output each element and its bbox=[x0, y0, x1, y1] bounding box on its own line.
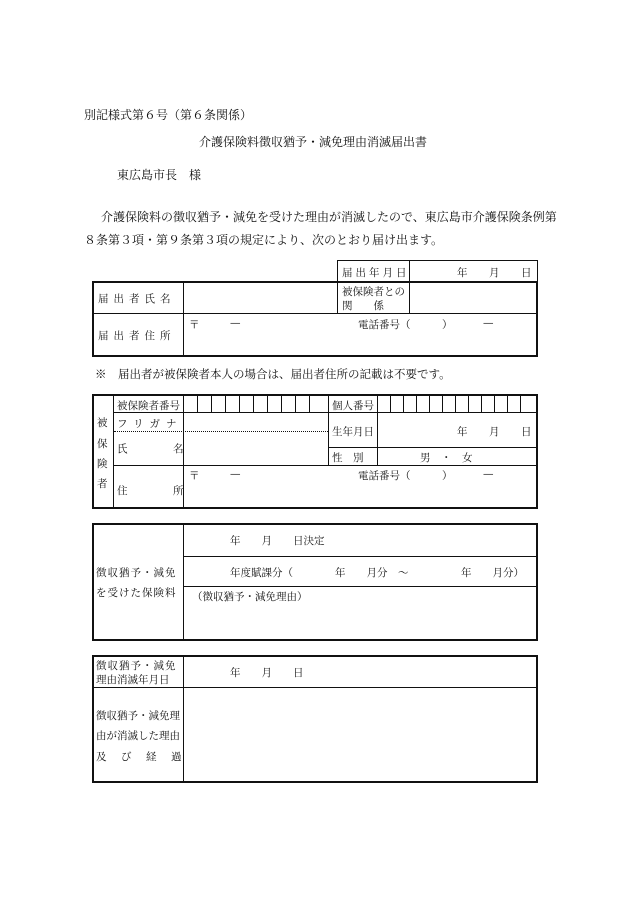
applicant-postal-mark: 〒 bbox=[189, 319, 200, 331]
insured-side-char-2: 保 bbox=[97, 438, 108, 450]
submission-date-field[interactable] bbox=[410, 261, 536, 281]
applicant-phone-dash: — bbox=[483, 317, 494, 329]
insured-side-char-3: 険 bbox=[97, 458, 108, 470]
applicant-postal-dash: — bbox=[230, 317, 241, 329]
applicant-name-field[interactable] bbox=[185, 283, 336, 312]
personal-number-field[interactable] bbox=[378, 396, 536, 411]
relation-label-1: 被保険者との bbox=[342, 286, 405, 298]
sex-label: 性 別 bbox=[332, 452, 364, 464]
extinction-reason-label-1: 徴収猶予・減免理 bbox=[96, 710, 180, 722]
insured-name-field[interactable] bbox=[184, 432, 327, 464]
insured-name-label-2: 名 bbox=[173, 443, 184, 455]
insured-number-field[interactable] bbox=[184, 396, 327, 411]
birthdate-field[interactable] bbox=[378, 413, 536, 446]
intro-line-2: ８条第３項・第９条第３項の規定により、次のとおり届け出ます。 bbox=[84, 233, 444, 247]
extinction-reason-field[interactable] bbox=[185, 689, 536, 781]
extinction-date-label-1: 徴収猶予・減免 bbox=[96, 660, 177, 672]
relation-label-2: 関 係 bbox=[342, 300, 384, 312]
extinction-reason-label-2: 由が消滅した理由 bbox=[96, 730, 180, 742]
insured-number-label: 被保険者番号 bbox=[117, 400, 180, 412]
insured-address-field[interactable] bbox=[185, 467, 536, 507]
premium-reason-field[interactable] bbox=[185, 603, 536, 639]
submission-month-label: 月 bbox=[489, 267, 500, 279]
applicant-address-label: 届出者住所 bbox=[98, 330, 176, 342]
premium-label-1: 徴収猶予・減免 bbox=[96, 567, 177, 579]
insured-phone-label: 電話番号（ ） bbox=[358, 470, 453, 482]
insured-name-label-1: 氏 bbox=[117, 443, 128, 455]
premium-decision-date[interactable]: 年 月 日決定 bbox=[230, 535, 325, 547]
insured-side-char-1: 被 bbox=[97, 417, 108, 429]
relation-field[interactable] bbox=[411, 283, 536, 312]
insured-postal-dash: — bbox=[230, 468, 241, 480]
birth-day-label: 日 bbox=[521, 426, 532, 438]
intro-line-1: 介護保険料の徴収猶予・減免を受けた理由が消滅したので、東広島市介護保険条例第 bbox=[101, 210, 557, 224]
submission-date-label: 届出年月日 bbox=[342, 267, 410, 279]
premium-period[interactable]: 年度賦課分（ 年 月分 ～ 年 月分） bbox=[230, 567, 524, 579]
sex-options[interactable]: 男 ・ 女 bbox=[420, 452, 473, 464]
insured-address-label-2: 所 bbox=[173, 485, 184, 497]
insured-side-char-4: 者 bbox=[97, 478, 108, 490]
applicant-address-field[interactable] bbox=[185, 315, 536, 355]
submission-day-label: 日 bbox=[521, 267, 532, 279]
submission-year-label: 年 bbox=[457, 267, 468, 279]
form-number: 別記様式第６号（第６条関係） bbox=[84, 108, 253, 122]
premium-label-2: を受けた保険料 bbox=[96, 587, 177, 599]
applicant-name-label: 届出者氏名 bbox=[98, 293, 176, 305]
extinction-reason-label-3: 及 び 経 過 bbox=[96, 751, 184, 763]
form-title: 介護保険料徴収猶予・減免理由消滅届出書 bbox=[199, 135, 428, 149]
extinction-date-label-2: 理由消滅年月日 bbox=[96, 674, 170, 686]
premium-reason-label: （徴収猶予・減免理由） bbox=[192, 591, 308, 603]
insured-postal-mark: 〒 bbox=[189, 470, 200, 482]
birth-month-label: 月 bbox=[489, 426, 500, 438]
furigana-field[interactable] bbox=[184, 413, 327, 430]
birthdate-label: 生年月日 bbox=[332, 426, 374, 438]
insured-address-label-1: 住 bbox=[117, 485, 128, 497]
birth-year-label: 年 bbox=[457, 426, 468, 438]
addressee: 東広島市長 様 bbox=[117, 168, 202, 182]
extinction-date-value[interactable]: 年 月 日 bbox=[230, 667, 304, 679]
applicant-note: ※ 届出者が被保険者本人の場合は、届出者住所の記載は不要です。 bbox=[95, 367, 451, 381]
personal-number-label: 個人番号 bbox=[332, 400, 374, 412]
furigana-label: フリガナ bbox=[117, 418, 183, 430]
applicant-phone-label: 電話番号（ ） bbox=[358, 319, 453, 331]
insured-phone-dash: — bbox=[483, 468, 494, 480]
